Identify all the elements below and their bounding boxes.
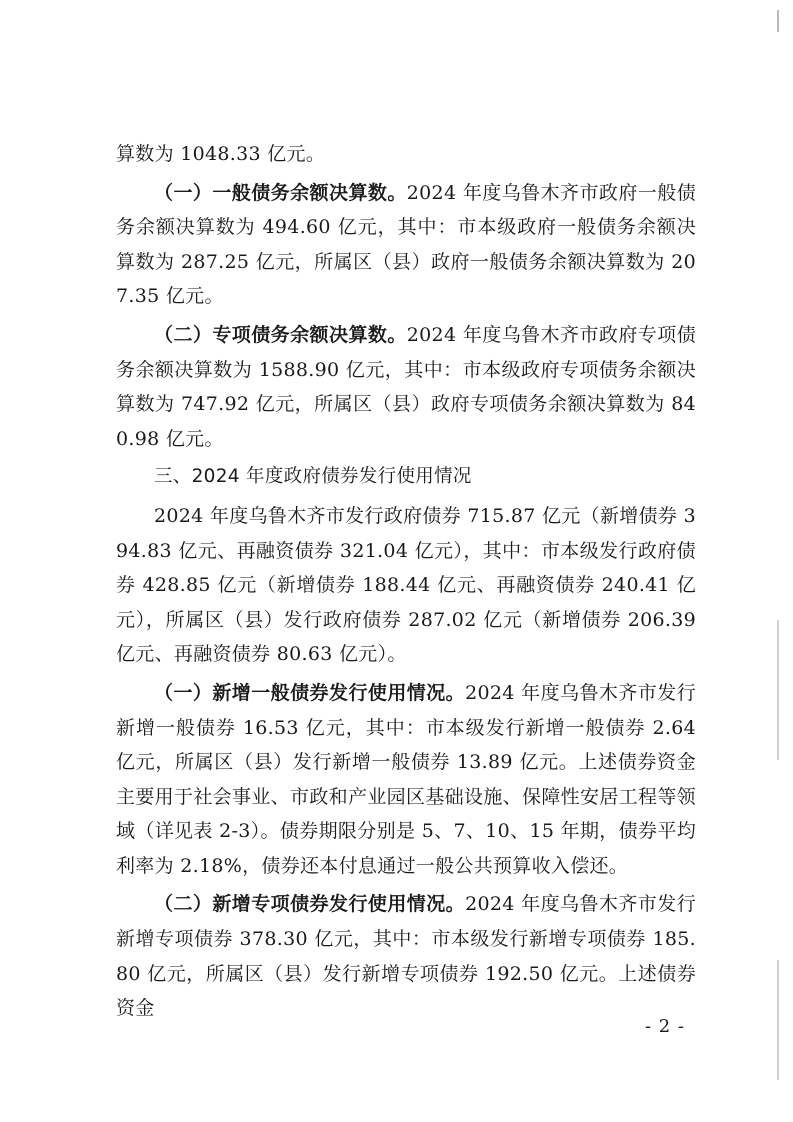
paragraph-lead: （二）专项债务余额决算数。 bbox=[154, 323, 407, 346]
paragraph-text: 2024 年度乌鲁木齐市政府一般债务余额决算数为 494.60 亿元，其中：市本级政府一般债务余额决算数为 287.25 亿元，所属区（县）政府一般债务余额决算数为 207.35 亿元。 bbox=[116, 181, 696, 308]
paragraph-text: 2024 年度乌鲁木齐市发行新增专项债券 378.30 亿元，其中：市本级发行新增专项债券 185.80 亿元，所属区（县）发行新增专项债券 192.50 亿元。上述债券资金 bbox=[116, 893, 696, 1020]
paragraph-text: 2024 年度乌鲁木齐市政府专项债务余额决算数为 1588.90 亿元，其中：市本级政府专项债务余额决算数为 747.92 亿元，所属区（县）政府专项债务余额决算数为 840.98 亿元。 bbox=[116, 323, 696, 450]
section-heading bbox=[116, 460, 696, 495]
scan-edge-mark bbox=[777, 620, 779, 760]
paragraph-text: 算数为 1048.33 亿元。 bbox=[116, 143, 326, 165]
scan-edge-mark bbox=[777, 10, 779, 32]
paragraph-special-debt-balance bbox=[116, 318, 696, 456]
paragraph-text: 2024 年度乌鲁木齐市发行新增一般债券 16.53 亿元，其中：市本级发行新增一般债券 2.64 亿元，所属区（县）发行新增一般债券 13.89 亿元。上述债券资金主要用于社会事业、市政和产业园区基础设施、保障性安居工程等领域（详见表 2-3）。债券期限分别是 5、7、10、15 年期，债券平均利率为 2.18%，债券还本付息通过一般公共预算收入偿还。 bbox=[116, 681, 696, 877]
paragraph-new-special-bonds bbox=[116, 887, 696, 1025]
paragraph-lead: （一）一般债务余额决算数。 bbox=[154, 181, 407, 204]
paragraph-general-debt-balance bbox=[116, 176, 696, 314]
paragraph-bond-issuance bbox=[116, 499, 696, 672]
section-heading-text: 三、2024 年度政府债券发行使用情况 bbox=[154, 466, 472, 488]
page-number: - 2 - bbox=[644, 1016, 685, 1037]
paragraph-text: 2024 年度乌鲁木齐市发行政府债券 715.87 亿元（新增债券 394.83 亿元、再融资债券 321.04 亿元），其中：市本级发行政府债券 428.85 亿元（新增债券 188.44 亿元、再融资债券 240.41 亿元），所属区（县）发行政府债券 287.02 亿元（新增债券 206.39 亿元、再融资债券 80.63 亿元）。 bbox=[116, 504, 696, 666]
paragraph-continuation bbox=[116, 137, 696, 172]
scan-edge-mark bbox=[777, 960, 779, 1080]
paragraph-lead: （一）新增一般债券发行使用情况。 bbox=[154, 681, 466, 704]
paragraph-new-general-bonds bbox=[116, 676, 696, 884]
document-body bbox=[116, 137, 696, 1030]
paragraph-lead: （二）新增专项债券发行使用情况。 bbox=[154, 893, 466, 916]
